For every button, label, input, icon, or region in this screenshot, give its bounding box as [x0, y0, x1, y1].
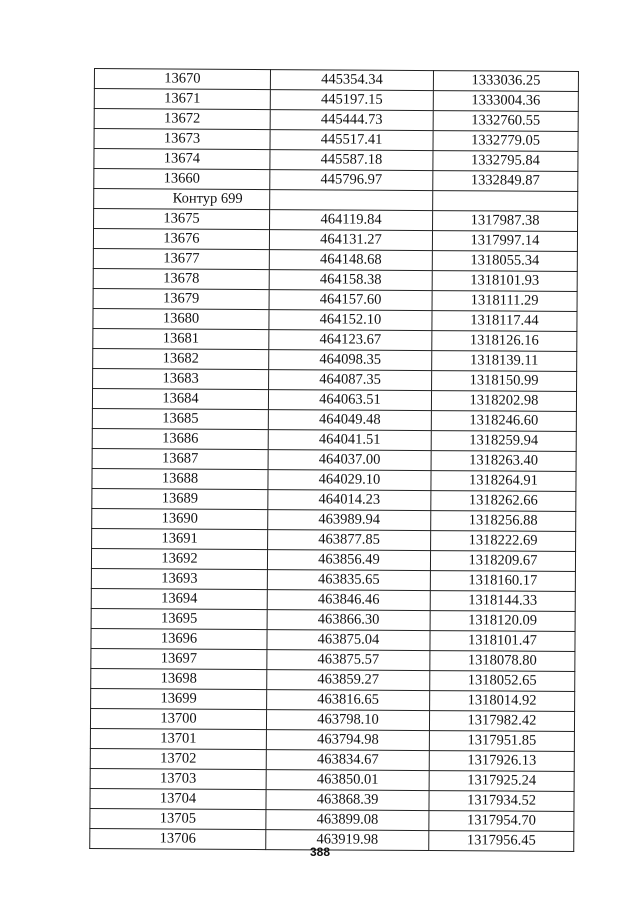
coordinates-table: [89, 68, 579, 852]
point-number-cell: 13703: [90, 768, 266, 789]
y-coordinate-cell: 1333004.36: [433, 91, 578, 112]
y-coordinate-cell: 1332779.05: [433, 131, 578, 152]
y-coordinate-cell: 1318101.93: [432, 271, 577, 292]
y-coordinate-cell: 1317956.45: [429, 831, 574, 852]
x-coordinate-cell: 463798.10: [266, 710, 429, 731]
point-number-cell: 13693: [91, 568, 267, 589]
point-number-cell: 13683: [93, 368, 269, 389]
y-coordinate-cell: 1332849.87: [433, 171, 578, 192]
point-number-cell: 13696: [91, 628, 267, 649]
point-number-cell: 13701: [90, 728, 266, 749]
x-coordinate-cell: 464148.68: [269, 250, 432, 271]
table-row: [93, 328, 577, 351]
x-coordinate-cell: 463877.85: [268, 530, 431, 551]
x-coordinate-cell: 464131.27: [269, 230, 432, 251]
point-number-cell: 13698: [91, 668, 267, 689]
x-coordinate-cell: 464158.38: [269, 270, 432, 291]
x-coordinate-cell: 464123.67: [269, 330, 432, 351]
point-number-cell: 13682: [93, 348, 269, 369]
table-row: [92, 508, 576, 531]
x-coordinate-cell: 463859.27: [267, 670, 430, 691]
x-coordinate-cell: 445444.73: [270, 110, 433, 131]
table-row: [91, 628, 575, 651]
x-coordinate-cell: 463834.67: [266, 750, 429, 771]
table-row: [91, 668, 575, 691]
table-row: [93, 248, 577, 271]
x-coordinate-cell: 464152.10: [269, 310, 432, 331]
point-number-cell: 13676: [93, 229, 269, 250]
point-number-cell: 13700: [90, 708, 266, 729]
table-row: [91, 568, 575, 591]
x-coordinate-cell: 463866.30: [267, 610, 430, 631]
table-row: [93, 368, 577, 391]
table-row: [90, 748, 574, 771]
y-coordinate-cell: 1318262.66: [431, 491, 576, 512]
point-number-cell: 13679: [93, 288, 269, 309]
point-number-cell: 13689: [92, 488, 268, 509]
coordinates-table-body: [90, 69, 579, 852]
x-coordinate-cell: 463816.65: [267, 690, 430, 711]
x-coordinate-cell: 464087.35: [269, 370, 432, 391]
y-coordinate-cell: 1318160.17: [430, 571, 575, 592]
table-row: [91, 548, 575, 571]
y-coordinate-cell: 1317997.14: [432, 231, 577, 252]
table-row: [94, 149, 578, 172]
x-coordinate-cell: 464119.84: [270, 210, 433, 231]
point-number-cell: 13660: [94, 169, 270, 190]
y-coordinate-cell: 1318144.33: [430, 591, 575, 612]
point-number-cell: 13688: [92, 468, 268, 489]
point-number-cell: 13675: [94, 209, 270, 230]
table-row: [94, 129, 578, 152]
point-number-cell: 13671: [94, 89, 270, 110]
table-row: [93, 348, 577, 371]
x-coordinate-cell: 464014.23: [268, 490, 431, 511]
table-row: [91, 588, 575, 611]
table-row: [94, 69, 578, 92]
point-number-cell: 13670: [94, 69, 270, 90]
table-row: [92, 468, 576, 491]
y-coordinate-cell: 1317926.13: [429, 751, 574, 772]
point-number-cell: 13681: [93, 328, 269, 349]
y-coordinate-cell: 1318101.47: [430, 631, 575, 652]
y-coordinate-cell: 1333036.25: [433, 71, 578, 92]
table-row: [93, 288, 577, 311]
table-row: [94, 169, 578, 192]
point-number-cell: 13690: [92, 508, 268, 529]
point-number-cell: 13691: [92, 528, 268, 549]
x-coordinate-cell: 463875.04: [267, 630, 430, 651]
y-coordinate-cell: 1318259.94: [431, 431, 576, 452]
y-coordinate-cell: 1317954.70: [429, 811, 574, 832]
y-coordinate-cell: 1318078.80: [430, 651, 575, 672]
point-number-cell: 13704: [90, 788, 266, 809]
empty-cell: [433, 191, 578, 212]
x-coordinate-cell: 464098.35: [269, 350, 432, 371]
table-row: [94, 209, 578, 232]
table-row: [90, 708, 574, 731]
section-label: Контур 699: [94, 189, 270, 210]
x-coordinate-cell: 464029.10: [268, 470, 431, 491]
y-coordinate-cell: 1318117.44: [432, 311, 577, 332]
point-number-cell: 13677: [93, 248, 269, 269]
x-coordinate-cell: 463899.08: [266, 810, 429, 831]
y-coordinate-cell: 1318264.91: [431, 471, 576, 492]
point-number-cell: 13692: [91, 548, 267, 569]
y-coordinate-cell: 1318120.09: [430, 611, 575, 632]
y-coordinate-cell: 1318209.67: [430, 551, 575, 572]
x-coordinate-cell: 463868.39: [266, 790, 429, 811]
x-coordinate-cell: 464037.00: [268, 450, 431, 471]
table-row: [93, 308, 577, 331]
x-coordinate-cell: 463850.01: [266, 770, 429, 791]
x-coordinate-cell: 463856.49: [267, 550, 430, 571]
point-number-cell: 13694: [91, 588, 267, 609]
x-coordinate-cell: 464049.48: [268, 410, 431, 431]
x-coordinate-cell: 464063.51: [268, 390, 431, 411]
point-number-cell: 13680: [93, 308, 269, 329]
table-row: [93, 268, 577, 291]
x-coordinate-cell: 463875.57: [267, 650, 430, 671]
page-number: 388: [309, 845, 331, 859]
point-number-cell: 13678: [93, 268, 269, 289]
y-coordinate-cell: 1332760.55: [433, 111, 578, 132]
point-number-cell: 13672: [94, 109, 270, 130]
table-row: [92, 488, 576, 511]
point-number-cell: 13705: [90, 808, 266, 829]
table-row: [90, 808, 574, 831]
table-row: [94, 109, 578, 132]
table-row: [91, 608, 575, 631]
point-number-cell: 13685: [92, 408, 268, 429]
table-row: [90, 728, 574, 751]
table-row: [92, 388, 576, 411]
y-coordinate-cell: 1318014.92: [430, 691, 575, 712]
point-number-cell: 13699: [91, 688, 267, 709]
table-row: [92, 528, 576, 551]
y-coordinate-cell: 1318256.88: [431, 511, 576, 532]
table-row: [91, 688, 575, 711]
x-coordinate-cell: 445587.18: [270, 150, 433, 171]
point-number-cell: 13687: [92, 448, 268, 469]
point-number-cell: 13673: [94, 129, 270, 150]
point-number-cell: 13686: [92, 428, 268, 449]
y-coordinate-cell: 1318126.16: [432, 331, 577, 352]
y-coordinate-cell: 1318052.65: [430, 671, 575, 692]
x-coordinate-cell: 463846.46: [267, 590, 430, 611]
x-coordinate-cell: 464041.51: [268, 430, 431, 451]
y-coordinate-cell: 1318222.69: [431, 531, 576, 552]
y-coordinate-cell: 1318263.40: [431, 451, 576, 472]
y-coordinate-cell: 1332795.84: [433, 151, 578, 172]
table-row: [91, 648, 575, 671]
x-coordinate-cell: 445197.15: [270, 90, 433, 111]
y-coordinate-cell: 1317982.42: [429, 711, 574, 732]
table-row: [92, 448, 576, 471]
x-coordinate-cell: 463794.98: [266, 730, 429, 751]
y-coordinate-cell: 1318139.11: [432, 351, 577, 372]
y-coordinate-cell: 1318202.98: [431, 391, 576, 412]
x-coordinate-cell: 463989.94: [268, 510, 431, 531]
y-coordinate-cell: 1318111.29: [432, 291, 577, 312]
y-coordinate-cell: 1318055.34: [432, 251, 577, 272]
point-number-cell: 13702: [90, 748, 266, 769]
table-row: [90, 768, 574, 791]
point-number-cell: 13695: [91, 608, 267, 629]
x-coordinate-cell: 464157.60: [269, 290, 432, 311]
y-coordinate-cell: 1317951.85: [429, 731, 574, 752]
empty-cell: [270, 190, 433, 211]
x-coordinate-cell: 445796.97: [270, 170, 433, 191]
point-number-cell: 13706: [90, 828, 266, 849]
point-number-cell: 13697: [91, 648, 267, 669]
y-coordinate-cell: 1318246.60: [431, 411, 576, 432]
y-coordinate-cell: 1317987.38: [433, 211, 578, 232]
y-coordinate-cell: 1317934.52: [429, 791, 574, 812]
table-row: [90, 788, 574, 811]
x-coordinate-cell: 463835.65: [267, 570, 430, 591]
point-number-cell: 13684: [92, 388, 268, 409]
y-coordinate-cell: 1317925.24: [429, 771, 574, 792]
point-number-cell: 13674: [94, 149, 270, 170]
x-coordinate-cell: 445517.41: [270, 130, 433, 151]
x-coordinate-cell: 463919.98: [266, 830, 429, 851]
table-row: [92, 428, 576, 451]
table-row: [94, 89, 578, 112]
table-row: [92, 408, 576, 431]
y-coordinate-cell: 1318150.99: [432, 371, 577, 392]
table-row: [93, 229, 577, 252]
x-coordinate-cell: 445354.34: [270, 70, 433, 91]
